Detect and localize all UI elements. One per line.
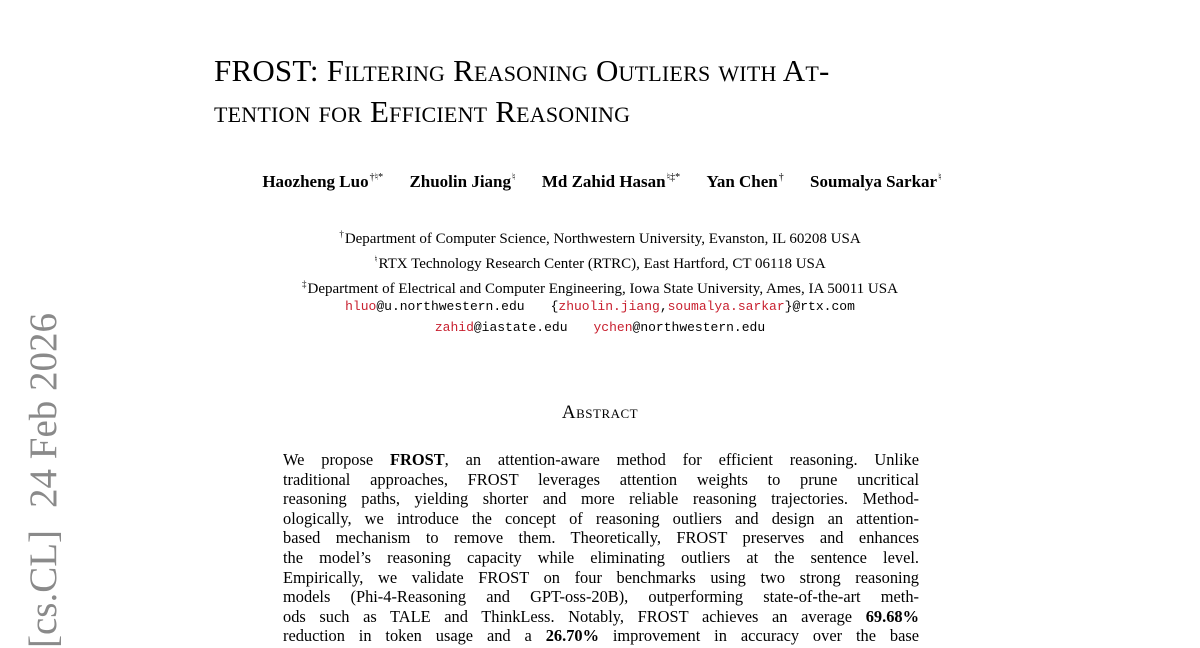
author-name: Yan Chen [706, 172, 778, 191]
email-user: ychen [593, 320, 633, 335]
affiliation-text: RTX Technology Research Center (RTRC), East Hartford, CT 06118 USA [378, 256, 826, 272]
affiliation-mark: ♮ [374, 254, 378, 264]
abstract-line: based mechanism to remove them. Theoretically, FROST preserves and enhances [283, 528, 919, 548]
email-soumalya-sarkar[interactable]: soumalya.sarkar [667, 299, 785, 314]
arxiv-date: 24 Feb 2026 [22, 312, 65, 508]
abstract-line-partial: reduction in token usage and a 26.70% improvement in accuracy over the base [283, 626, 919, 646]
abstract-line: traditional approaches, FROST leverages attention weights to prune uncritical [283, 469, 919, 489]
email-row-1 [0, 296, 1200, 317]
affiliation-1 [0, 224, 1200, 249]
abstract-line: the model’s reasoning capacity while eliminating outliers at the sentence level. [283, 547, 919, 567]
abstract-heading: Abstract [561, 402, 639, 423]
author-2 [409, 172, 515, 192]
email-domain: @iastate.edu [473, 320, 568, 335]
email-ychen[interactable] [594, 320, 766, 335]
paper-title [214, 50, 1014, 132]
author-affiliation-marks: ♮ [512, 172, 516, 183]
affiliation-2 [0, 249, 1200, 274]
author-affiliation-marks: ♮ [938, 172, 942, 183]
email-zhuolin-jiang[interactable]: zhuolin.jiang [558, 299, 660, 314]
email-domain: }@rtx.com [784, 299, 855, 314]
email-list [0, 296, 1200, 338]
arxiv-category: [cs.CL] [22, 529, 65, 648]
abstract-line: models (Phi-4-Reasoning and GPT-oss-20B), outperforming state-of-the-art meth- [283, 587, 919, 607]
abstract-line: ods such as TALE and ThinkLess. Notably, FROST achieves an average 69.68% [283, 606, 919, 626]
email-brace-open: { [550, 299, 559, 314]
affiliation-text: Department of Electrical and Computer Engineering, Iowa State University, Ames, IA 50011 USA [307, 281, 898, 297]
author-name: Soumalya Sarkar [810, 172, 938, 191]
author-affiliation-marks: † [778, 172, 784, 183]
email-domain: @u.northwestern.edu [376, 299, 525, 314]
abstract-body [283, 450, 919, 646]
author-1 [262, 172, 383, 192]
affiliation-text: Department of Computer Science, Northwestern University, Evanston, IL 60208 USA [344, 231, 861, 247]
author-4 [706, 172, 783, 192]
author-3 [542, 172, 680, 192]
abstract-line: We propose FROST, an attention-aware method for efficient reasoning. Unlike [283, 450, 919, 469]
paper-title-line-1: FROST: Filtering Reasoning Outliers with At- [214, 53, 830, 88]
author-5 [810, 172, 942, 192]
email-row-2 [0, 317, 1200, 338]
email-zahid[interactable] [435, 320, 568, 335]
abstract-line: ologically, we introduce the concept of reasoning outliers and design an attention- [283, 508, 919, 528]
author-name: Md Zahid Hasan [541, 172, 666, 191]
abstract-line: Empirically, we validate FROST on four benchmarks using two strong reasoning [283, 567, 919, 587]
author-list [0, 172, 1200, 192]
abstract-line: reasoning paths, yielding shorter and more reliable reasoning trajectories. Method- [283, 489, 919, 509]
email-user: zahid [434, 320, 474, 335]
author-affiliation-marks: †♮* [369, 172, 384, 183]
author-name: Haozheng Luo [262, 172, 369, 191]
author-name: Zhuolin Jiang [409, 172, 512, 191]
arxiv-side-stamp [24, 313, 64, 648]
affiliation-mark: † [339, 229, 344, 239]
email-comma: , [659, 299, 668, 314]
email-user: hluo [345, 299, 377, 314]
affiliation-list [0, 224, 1200, 299]
author-affiliation-marks: ♮‡* [666, 172, 681, 183]
email-hluo[interactable] [345, 299, 524, 314]
affiliation-mark: ‡ [302, 279, 307, 289]
email-domain: @northwestern.edu [632, 320, 766, 335]
email-rtx-group [551, 299, 855, 314]
paper-title-line-2: tention for Efficient Reasoning [214, 94, 631, 129]
